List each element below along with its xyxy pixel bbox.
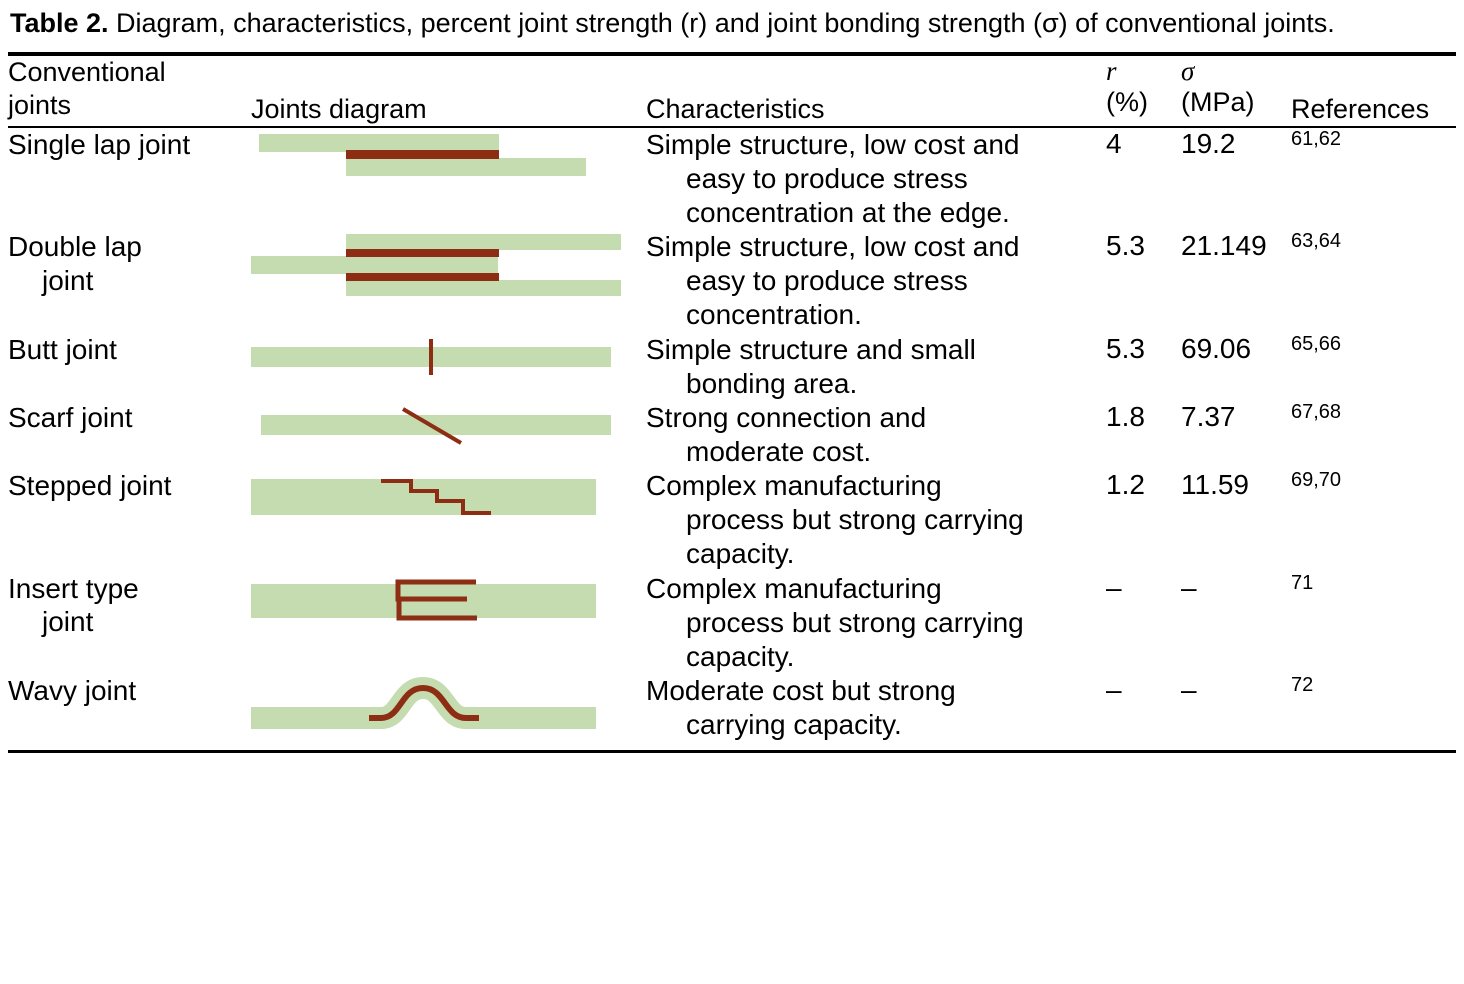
stepped-joint-diagram <box>251 469 631 529</box>
table-row <box>8 230 1456 332</box>
char-line: capacity. <box>686 538 795 570</box>
row-r-single-lap: 4 <box>1106 127 1122 159</box>
row-name-insert <box>8 572 251 674</box>
char-line: easy to produce stress <box>686 162 968 194</box>
row-r-insert: – <box>1106 571 1122 603</box>
butt-joint-diagram <box>251 333 631 385</box>
char-line: Simple structure, low cost and <box>646 128 1020 160</box>
diagram-double-lap <box>251 230 646 332</box>
table-row <box>8 333 1456 401</box>
row-sigma-single-lap: 19.2 <box>1181 127 1236 159</box>
row-r-scarf: 1.8 <box>1106 400 1145 432</box>
header-sigma-symbol: σ <box>1181 55 1195 86</box>
header-r <box>1106 56 1181 126</box>
row-name-line-1: Double lap <box>8 231 142 263</box>
row-characteristics-scarf <box>646 401 1106 469</box>
char-line: Simple structure, low cost and <box>646 231 1020 263</box>
row-name-stepped <box>8 469 251 571</box>
row-characteristics-stepped <box>646 469 1106 571</box>
row-name-butt <box>8 333 251 401</box>
header-joints-diagram <box>251 56 646 126</box>
char-line: Moderate cost but strong <box>646 675 956 707</box>
char-line: Complex manufacturing <box>646 470 942 502</box>
row-name-line-1: Insert type <box>8 572 139 604</box>
row-references-wavy: 72 <box>1291 674 1314 697</box>
row-sigma-stepped: 11.59 <box>1181 469 1249 501</box>
table-caption <box>8 0 1456 52</box>
header-line-1: Conventional <box>8 56 166 87</box>
caption-label: Table 2. <box>10 8 109 38</box>
diagram-stepped <box>251 469 646 571</box>
diagram-butt <box>251 333 646 401</box>
row-r-butt: 5.3 <box>1106 332 1145 364</box>
row-r-stepped: 1.2 <box>1106 469 1145 501</box>
char-line: concentration. <box>686 299 862 331</box>
row-name-line-1: Wavy joint <box>8 675 137 707</box>
row-name-line-1: Stepped joint <box>8 470 172 502</box>
row-name-line-1: Single lap joint <box>8 128 191 160</box>
char-line: Simple structure and small <box>646 333 976 365</box>
char-line: Complex manufacturing <box>646 572 942 604</box>
diagram-wavy <box>251 674 646 750</box>
single-lap-joint-diagram <box>251 128 631 204</box>
row-characteristics-single-lap <box>646 128 1106 230</box>
row-name-line-2: joint <box>42 264 94 296</box>
conventional-joints-table <box>8 56 1456 126</box>
row-name-line-2: joint <box>42 606 94 638</box>
table-row <box>8 401 1456 469</box>
table-header-row <box>8 56 1456 126</box>
header-references <box>1291 56 1456 126</box>
table-row <box>8 128 1456 230</box>
row-name-wavy <box>8 674 251 750</box>
row-r-double-lap: 5.3 <box>1106 230 1145 262</box>
wavy-joint-diagram <box>251 674 631 750</box>
row-r-wavy: – <box>1106 674 1122 706</box>
char-line: moderate cost. <box>686 435 872 467</box>
header-joints-diagram-label: Joints diagram <box>251 93 427 124</box>
header-r-unit: (%) <box>1106 86 1148 117</box>
char-line: concentration at the edge. <box>686 196 1010 228</box>
char-line: process but strong carrying <box>686 606 1024 638</box>
row-references-butt: 65,66 <box>1291 332 1342 355</box>
header-sigma-unit: (MPa) <box>1181 86 1255 117</box>
char-line: carrying capacity. <box>686 709 902 741</box>
row-characteristics-wavy <box>646 674 1106 750</box>
row-characteristics-double-lap <box>646 230 1106 332</box>
header-sigma <box>1181 56 1291 126</box>
conventional-joints-body <box>8 128 1456 751</box>
row-references-scarf: 67,68 <box>1291 400 1342 423</box>
char-line: process but strong carrying <box>686 504 1024 536</box>
table-row <box>8 674 1456 750</box>
row-sigma-butt: 69.06 <box>1181 332 1252 364</box>
header-references-label: References <box>1291 93 1430 124</box>
row-name-line-1: Butt joint <box>8 333 117 365</box>
row-references-insert: 71 <box>1291 571 1314 594</box>
table-row <box>8 469 1456 571</box>
char-line: Strong connection and <box>646 401 927 433</box>
table-row <box>8 572 1456 674</box>
row-name-line-1: Scarf joint <box>8 401 133 433</box>
caption-text: Diagram, characteristics, percent joint strength (r) and joint bonding strength (σ) of conventional joints. <box>108 8 1335 38</box>
row-name-double-lap <box>8 230 251 332</box>
row-sigma-double-lap: 21.149 <box>1181 230 1267 262</box>
row-name-single-lap <box>8 128 251 230</box>
char-line: bonding area. <box>686 367 858 399</box>
scarf-joint-diagram <box>251 401 631 453</box>
diagram-insert <box>251 572 646 674</box>
row-sigma-insert: – <box>1181 571 1197 603</box>
row-references-double-lap: 63,64 <box>1291 230 1342 253</box>
header-characteristics-label: Characteristics <box>646 93 825 124</box>
header-conventional-joints <box>8 56 251 126</box>
double-lap-joint-diagram <box>251 230 631 316</box>
insert-type-joint-diagram <box>251 572 631 632</box>
row-name-scarf <box>8 401 251 469</box>
diagram-scarf <box>251 401 646 469</box>
row-references-single-lap: 61,62 <box>1291 127 1342 150</box>
char-line: capacity. <box>686 640 795 672</box>
row-sigma-wavy: – <box>1181 674 1197 706</box>
table-bottom-rule <box>8 750 1456 753</box>
char-line: easy to produce stress <box>686 265 968 297</box>
row-sigma-scarf: 7.37 <box>1181 400 1236 432</box>
row-characteristics-insert <box>646 572 1106 674</box>
diagram-single-lap <box>251 128 646 230</box>
row-references-stepped: 69,70 <box>1291 469 1342 492</box>
row-characteristics-butt <box>646 333 1106 401</box>
header-line-2: joints <box>8 89 72 120</box>
header-r-symbol: r <box>1106 55 1117 86</box>
header-characteristics <box>646 56 1106 126</box>
